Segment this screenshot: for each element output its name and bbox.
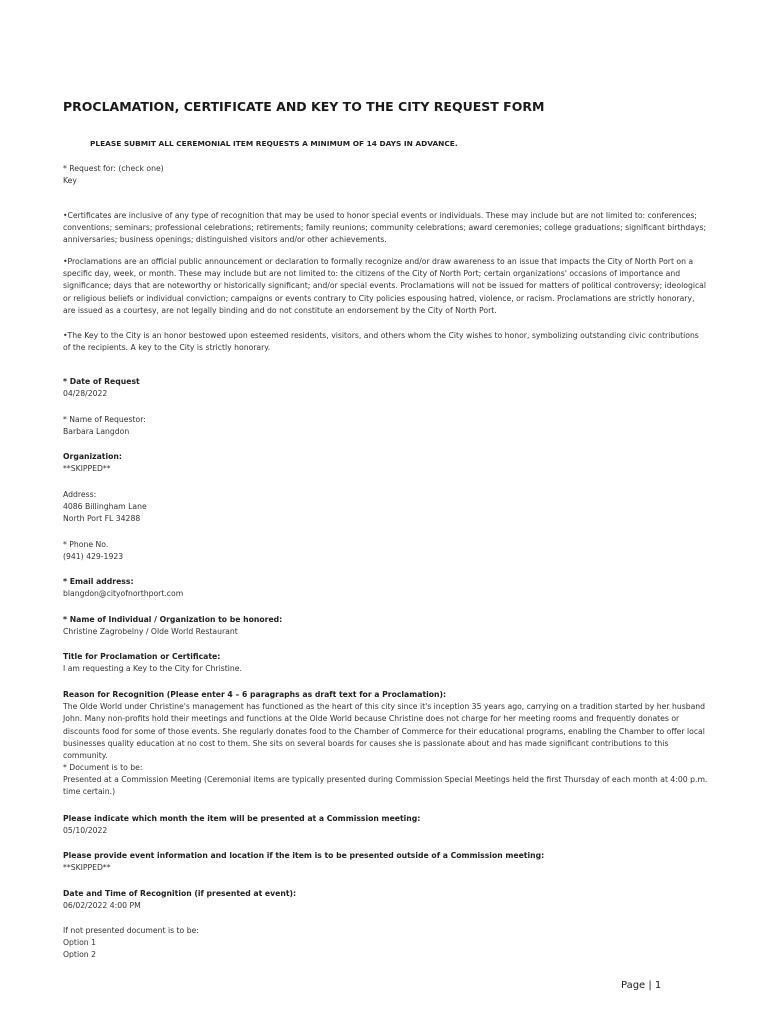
request-for-field (63, 163, 708, 187)
document-field (63, 762, 708, 799)
not-presented-option1: Option 1 (63, 938, 96, 948)
month-label: Please indicate which month the item will be presented at a Commission meeting: (63, 814, 421, 823)
key-text: •The Key to the City is an honor bestowed upon esteemed residents, visitors, and others whom the City wishes to honor, symbolizing outstanding civic contributions of the recipients. A key to the City is strictly honorary. (63, 331, 699, 353)
form-subtitle: PLEASE SUBMIT ALL CEREMONIAL ITEM REQUESTS A MINIMUM OF 14 DAYS IN ADVANCE. (90, 139, 458, 148)
request-for-value: Key (63, 176, 77, 186)
date-of-request-label: * Date of Request (63, 377, 140, 386)
requestor-value: Barbara Langdon (63, 427, 130, 437)
form-title: PROCLAMATION, CERTIFICATE AND KEY TO THE CITY REQUEST FORM (63, 99, 545, 114)
requestor-field (63, 414, 708, 438)
event-info-field (63, 850, 708, 874)
title-for-value: I am requesting a Key to the City for Christine. (63, 664, 242, 674)
not-presented-option2: Option 2 (63, 950, 96, 960)
certificates-text: •Certificates are inclusive of any type of recognition that may be used to honor special events or individuals. These may include but are not limited to: conferences; conventions; seminars; professional celebrations; retirements; family reunions; community celebrations; award ceremonies; college graduations; significant birthdays; anniversaries; business openings; distinguished visitors and/or other achievements. (63, 211, 707, 245)
address-label: Address: (63, 490, 97, 499)
event-info-value: **SKIPPED** (63, 863, 111, 873)
date-of-request-field (63, 376, 708, 400)
not-presented-label: If not presented document is to be: (63, 926, 199, 935)
email-value: blangdon@cityofnorthport.com (63, 589, 184, 599)
requestor-label: * Name of Requestor: (63, 415, 146, 424)
organization-label: Organization: (63, 452, 122, 461)
event-info-label: Please provide event information and location if the item is to be presented outside of a Commission meeting: (63, 851, 545, 860)
honoree-label: * Name of Individual / Organization to be honored: (63, 615, 283, 624)
date-of-request-value: 04/28/2022 (63, 389, 108, 399)
address-field (63, 489, 708, 526)
honoree-value: Christine Zagrobelny / Olde World Restaurant (63, 627, 238, 637)
phone-label: * Phone No. (63, 540, 109, 549)
not-presented-field (63, 925, 708, 962)
title-for-label: Title for Proclamation or Certificate: (63, 652, 221, 661)
reason-field (63, 689, 708, 762)
request-for-label: * Request for: (check one) (63, 164, 164, 173)
address-line1: 4086 Billingham Lane (63, 502, 147, 512)
honoree-field (63, 614, 708, 638)
proclamations-info (63, 256, 708, 317)
date-time-label: Date and Time of Recognition (if presented at event): (63, 889, 297, 898)
key-info (63, 330, 708, 354)
month-value: 05/10/2022 (63, 826, 108, 836)
reason-label: Reason for Recognition (Please enter 4 – 6 paragraphs as draft text for a Proclamation): (63, 690, 447, 699)
document-value: Presented at a Commission Meeting (Ceremonial items are typically presented during Commission Special Meetings held the first Thursday of each month at 4:00 p.m. time certain.) (63, 775, 708, 797)
phone-value: (941) 429-1923 (63, 552, 124, 562)
phone-field (63, 539, 708, 563)
proclamations-text: •Proclamations are an official public announcement or declaration to formally recognize and/or draw awareness to an issue that impacts the City of North Port on a specific day, week, or month. These may include but are not limited to: the citizens of the City of North Port; certain organizations' occasions of importance and significance; days that are noteworthy or historically significant; and/or special events. Proclamations will not be issued for matters of political controversy; ideological or religious beliefs or individual conviction; campaigns or events contrary to City policies espousing hatred, violence, or racism. Proclamations are strictly honorary, are issued as a courtesy, are not legally binding and do not constitute an endorsement by the City of North Port. (63, 257, 707, 315)
organization-value: **SKIPPED** (63, 464, 111, 474)
title-for-field (63, 651, 708, 675)
date-time-field (63, 888, 708, 912)
document-label: * Document is to be: (63, 763, 143, 772)
certificates-info (63, 210, 708, 247)
organization-field (63, 451, 708, 475)
page-number: Page | 1 (621, 980, 662, 991)
address-line2: North Port FL 34288 (63, 514, 141, 524)
email-field (63, 576, 708, 600)
email-label: * Email address: (63, 577, 134, 586)
reason-value: The Olde World under Christine's management has functioned as the heart of this city since it's inception 35 years ago, carrying on a tradition started by her husband John. Many non-profits hold their meetings and functions at the Olde World because Christine does not charge for her meeting rooms and frequently donates or discounts food for some of those events. She regularly donates food to the Chamber of Commerce for their educational programs, enabling the Chamber to offer local businesses quality education at no cost to them. She sits on several boards for causes she is passionate about and has made significant contributions to this community. (63, 702, 706, 761)
date-time-value: 06/02/2022 4:00 PM (63, 901, 141, 911)
month-field (63, 813, 708, 837)
